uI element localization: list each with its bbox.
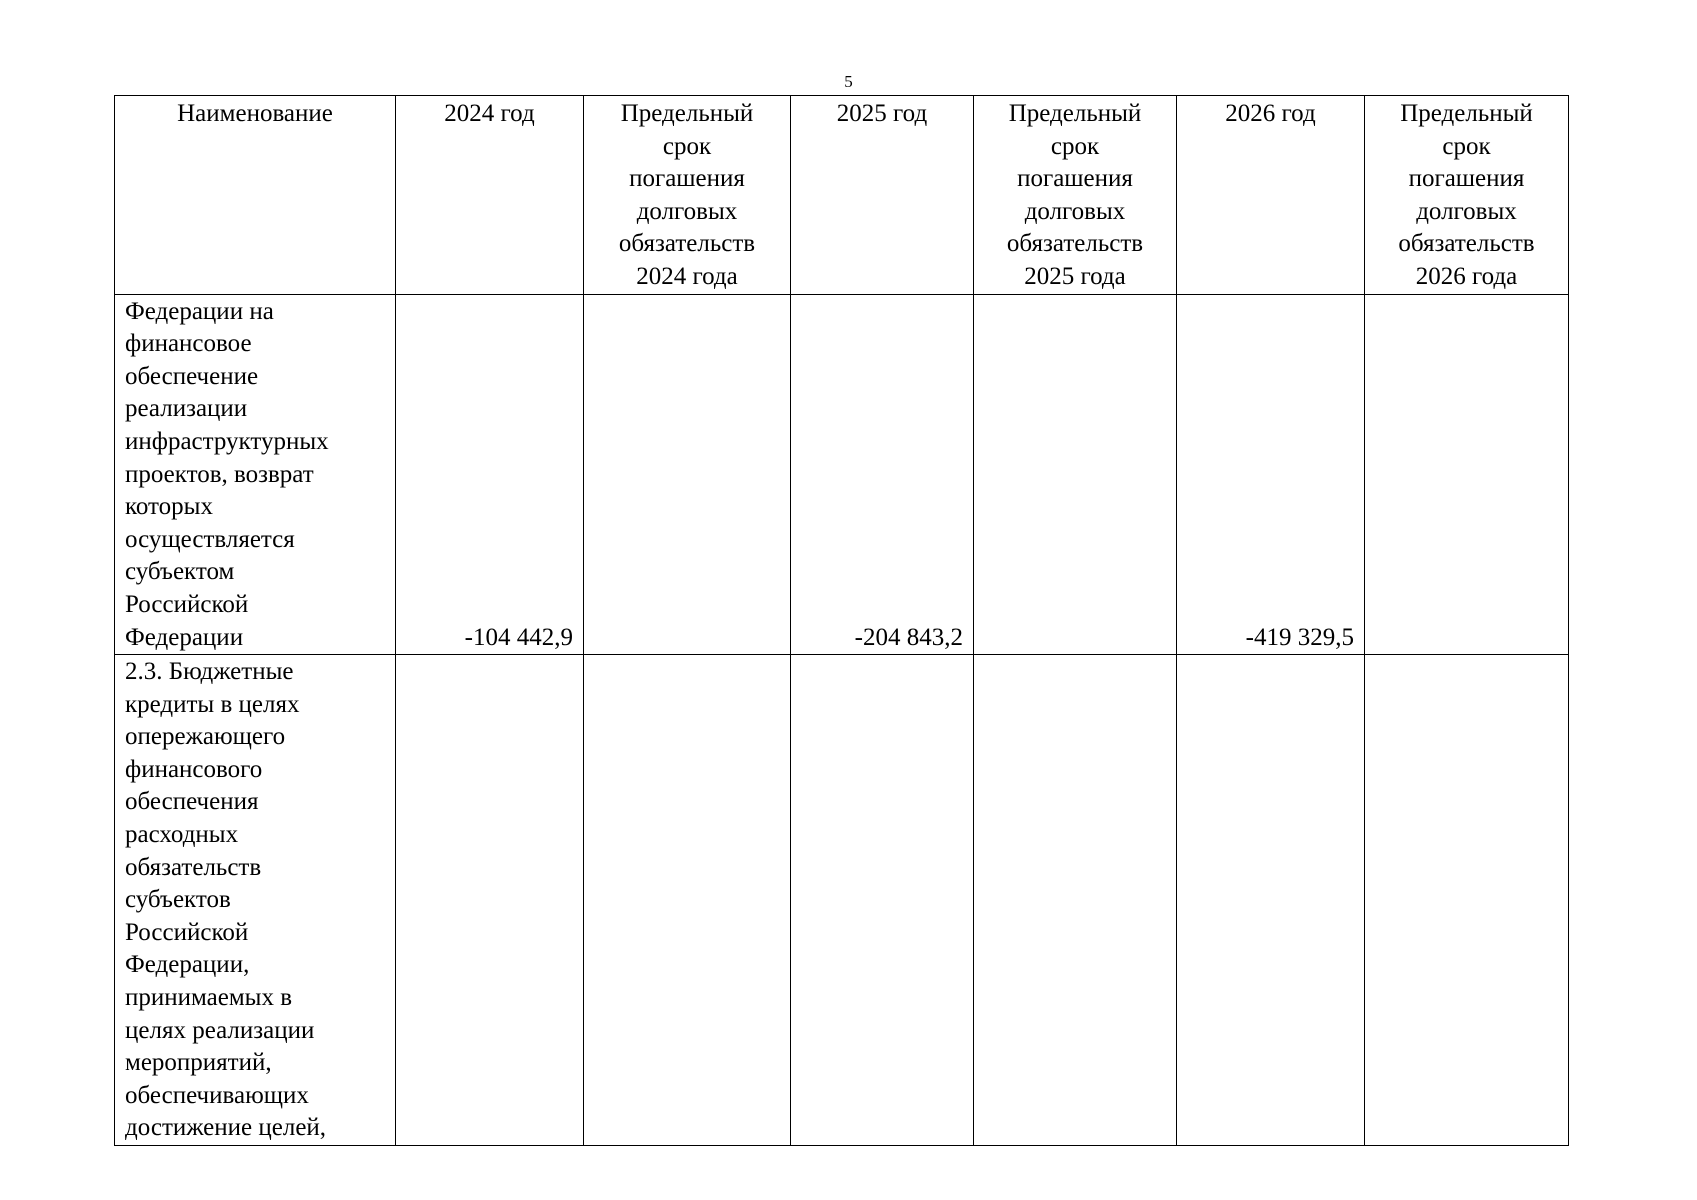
row-value-2024 xyxy=(396,655,584,1146)
header-2025: 2025 год xyxy=(791,96,974,295)
header-limit-2026: Предельный срок погашения долговых обязательств 2026 года xyxy=(1365,96,1569,295)
row-limit-2026 xyxy=(1365,655,1569,1146)
row-value-2025 xyxy=(791,655,974,1146)
header-2024: 2024 год xyxy=(396,96,584,295)
page-number: 5 xyxy=(844,72,853,91)
row-limit-2025 xyxy=(974,655,1177,1146)
header-name: Наименование xyxy=(115,96,396,295)
table-header-row xyxy=(115,96,1569,295)
header-limit-2024: Предельный срок погашения долговых обязательств 2024 года xyxy=(584,96,791,295)
row-limit-2024 xyxy=(584,294,791,655)
row-limit-2024 xyxy=(584,655,791,1146)
row-value-2025: -204 843,2 xyxy=(791,294,974,655)
budget-table xyxy=(114,95,1569,1146)
row-limit-2026 xyxy=(1365,294,1569,655)
table-row xyxy=(115,294,1569,655)
row-limit-2025 xyxy=(974,294,1177,655)
row-value-2026 xyxy=(1177,655,1365,1146)
row-name: 2.3. Бюджетные кредиты в целях опережающего финансового обеспечения расходных обязательств субъектов Российской Федерации, принимаемых в целях реализации мероприятий, обеспечивающих достижение целей, xyxy=(115,655,396,1146)
table-row xyxy=(115,655,1569,1146)
row-value-2026: -419 329,5 xyxy=(1177,294,1365,655)
header-2026: 2026 год xyxy=(1177,96,1365,295)
row-value-2024: -104 442,9 xyxy=(396,294,584,655)
row-name: Федерации на финансовое обеспечение реализации инфраструктурных проектов, возврат которых осуществляется субъектом Российской Федерации xyxy=(115,294,396,655)
header-limit-2025: Предельный срок погашения долговых обязательств 2025 года xyxy=(974,96,1177,295)
